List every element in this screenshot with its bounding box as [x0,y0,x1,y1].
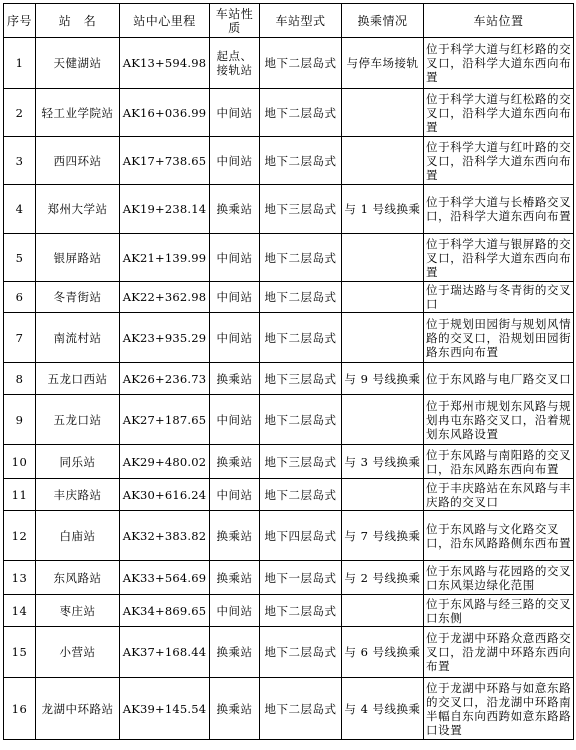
cell-type: 地下二层岛式 [260,678,342,740]
cell-transfer [342,313,424,363]
table-row [4,137,574,185]
cell-type: 地下二层岛式 [260,627,342,678]
cell-type: 地下二层岛式 [260,234,342,282]
cell-name: 西四环站 [36,137,120,185]
header-mileage: 站中心里程 [120,4,210,38]
cell-transfer: 与 3 号线换乘 [342,445,424,479]
cell-no: 10 [4,445,36,479]
table-row [4,185,574,234]
cell-type: 地下二层岛式 [260,137,342,185]
cell-location: 位于科学大道与红松路的交叉口，沿科学大道东西向布置 [424,89,574,137]
cell-nature: 中间站 [210,595,260,627]
table-row [4,595,574,627]
cell-transfer [342,89,424,137]
cell-name: 枣庄站 [36,595,120,627]
header-no: 序号 [4,4,36,38]
cell-location: 位于龙湖中环路与如意东路的交叉口，沿龙湖中环路南半幅自东向西跨如意东路路口设置 [424,678,574,740]
cell-no: 9 [4,395,36,445]
cell-nature: 换乘站 [210,678,260,740]
table-row [4,282,574,313]
cell-name: 同乐站 [36,445,120,479]
cell-type: 地下二层岛式 [260,395,342,445]
header-type: 车站型式 [260,4,342,38]
cell-nature: 换乘站 [210,627,260,678]
cell-name: 银屏路站 [36,234,120,282]
cell-nature: 换乘站 [210,185,260,234]
table-row [4,678,574,740]
table-row [4,561,574,595]
cell-type: 地下二层岛式 [260,282,342,313]
cell-mileage: AK13+594.98 [120,38,210,89]
cell-transfer [342,595,424,627]
cell-name: 郑州大学站 [36,185,120,234]
cell-location: 位于东风路与文化路交叉口，沿东风路路侧东西布置 [424,511,574,561]
header-nature: 车站性质 [210,4,260,38]
cell-location: 位于东风路与花园路的交叉口东风渠边绿化范围 [424,561,574,595]
cell-transfer [342,234,424,282]
cell-name: 龙湖中环路站 [36,678,120,740]
cell-transfer: 与 9 号线换乘 [342,363,424,395]
cell-transfer: 与 4 号线换乘 [342,678,424,740]
cell-no: 3 [4,137,36,185]
cell-location: 位于科学大道与红叶路的交叉口，沿科学大道东西向布置 [424,137,574,185]
cell-location: 位于科学大道与银屏路的交叉口，沿科学大道东西向布置 [424,234,574,282]
cell-mileage: AK37+168.44 [120,627,210,678]
table-row [4,395,574,445]
cell-nature: 换乘站 [210,363,260,395]
cell-mileage: AK34+869.65 [120,595,210,627]
cell-location: 位于郑州市规划东风路与规划冉屯东路交叉口，沿着规划东风路设置 [424,395,574,445]
cell-mileage: AK16+036.99 [120,89,210,137]
cell-no: 12 [4,511,36,561]
cell-no: 16 [4,678,36,740]
table-row [4,479,574,511]
cell-type: 地下二层岛式 [260,479,342,511]
cell-name: 东风路站 [36,561,120,595]
cell-location: 位于东风路与南阳路的交叉口，沿东风路东西向布置 [424,445,574,479]
cell-nature: 起点、接轨站 [210,38,260,89]
cell-no: 8 [4,363,36,395]
cell-mileage: AK32+383.82 [120,511,210,561]
cell-name: 丰庆路站 [36,479,120,511]
cell-no: 4 [4,185,36,234]
cell-no: 2 [4,89,36,137]
cell-nature: 换乘站 [210,445,260,479]
table-row [4,363,574,395]
cell-mileage: AK23+935.29 [120,313,210,363]
table-row [4,445,574,479]
cell-nature: 中间站 [210,89,260,137]
cell-nature: 中间站 [210,137,260,185]
cell-type: 地下三层岛式 [260,363,342,395]
cell-nature: 中间站 [210,234,260,282]
cell-mileage: AK33+564.69 [120,561,210,595]
cell-location: 位于丰庆路站在东风路与丰庆路的交叉口 [424,479,574,511]
cell-transfer: 与停车场接轨 [342,38,424,89]
cell-type: 地下二层岛式 [260,595,342,627]
table-row [4,234,574,282]
cell-name: 白庙站 [36,511,120,561]
header-transfer: 换乘情况 [342,4,424,38]
table-row [4,38,574,89]
cell-transfer: 与 2 号线换乘 [342,561,424,595]
cell-mileage: AK19+238.14 [120,185,210,234]
cell-nature: 换乘站 [210,511,260,561]
cell-mileage: AK21+139.99 [120,234,210,282]
cell-transfer [342,137,424,185]
cell-name: 天健湖站 [36,38,120,89]
cell-transfer: 与 1 号线换乘 [342,185,424,234]
cell-name: 小营站 [36,627,120,678]
cell-nature: 中间站 [210,282,260,313]
cell-mileage: AK27+187.65 [120,395,210,445]
table-row [4,313,574,363]
cell-location: 位于龙湖中环路众意西路交叉口，沿龙湖中环路东西向布置 [424,627,574,678]
cell-mileage: AK17+738.65 [120,137,210,185]
cell-location: 位于规划田园街与规划风情路的交叉口，沿规划田园街路东西向布置 [424,313,574,363]
cell-nature: 中间站 [210,395,260,445]
cell-transfer [342,282,424,313]
cell-type: 地下三层岛式 [260,445,342,479]
cell-nature: 中间站 [210,479,260,511]
cell-type: 地下二层岛式 [260,38,342,89]
cell-transfer: 与 7 号线换乘 [342,511,424,561]
cell-name: 轻工业学院站 [36,89,120,137]
header-row [4,4,574,38]
cell-no: 15 [4,627,36,678]
cell-no: 6 [4,282,36,313]
cell-location: 位于瑞达路与冬青街的交叉口 [424,282,574,313]
cell-transfer: 与 6 号线换乘 [342,627,424,678]
cell-type: 地下一层岛式 [260,561,342,595]
cell-mileage: AK26+236.73 [120,363,210,395]
cell-mileage: AK39+145.54 [120,678,210,740]
cell-location: 位于东风路与电厂路交叉口 [424,363,574,395]
cell-type: 地下三层岛式 [260,185,342,234]
cell-no: 13 [4,561,36,595]
cell-mileage: AK29+480.02 [120,445,210,479]
cell-no: 14 [4,595,36,627]
cell-name: 冬青街站 [36,282,120,313]
cell-name: 五龙口西站 [36,363,120,395]
cell-mileage: AK22+362.98 [120,282,210,313]
table-row [4,511,574,561]
header-name: 站 名 [36,4,120,38]
cell-transfer [342,479,424,511]
cell-location: 位于科学大道与红杉路的交叉口，沿科学大道东西向布置 [424,38,574,89]
cell-no: 1 [4,38,36,89]
cell-name: 五龙口站 [36,395,120,445]
header-location: 车站位置 [424,4,574,38]
cell-nature: 中间站 [210,313,260,363]
cell-nature: 换乘站 [210,561,260,595]
table-row [4,627,574,678]
cell-transfer [342,395,424,445]
cell-type: 地下四层岛式 [260,511,342,561]
cell-location: 位于科学大道与长椿路交叉口，沿科学大道东西向布置 [424,185,574,234]
cell-no: 7 [4,313,36,363]
cell-type: 地下二层岛式 [260,313,342,363]
cell-name: 南流村站 [36,313,120,363]
cell-location: 位于东风路与经三路的交叉口东侧 [424,595,574,627]
cell-no: 5 [4,234,36,282]
cell-no: 11 [4,479,36,511]
station-table [3,3,574,740]
cell-mileage: AK30+616.24 [120,479,210,511]
cell-type: 地下二层岛式 [260,89,342,137]
table-row [4,89,574,137]
